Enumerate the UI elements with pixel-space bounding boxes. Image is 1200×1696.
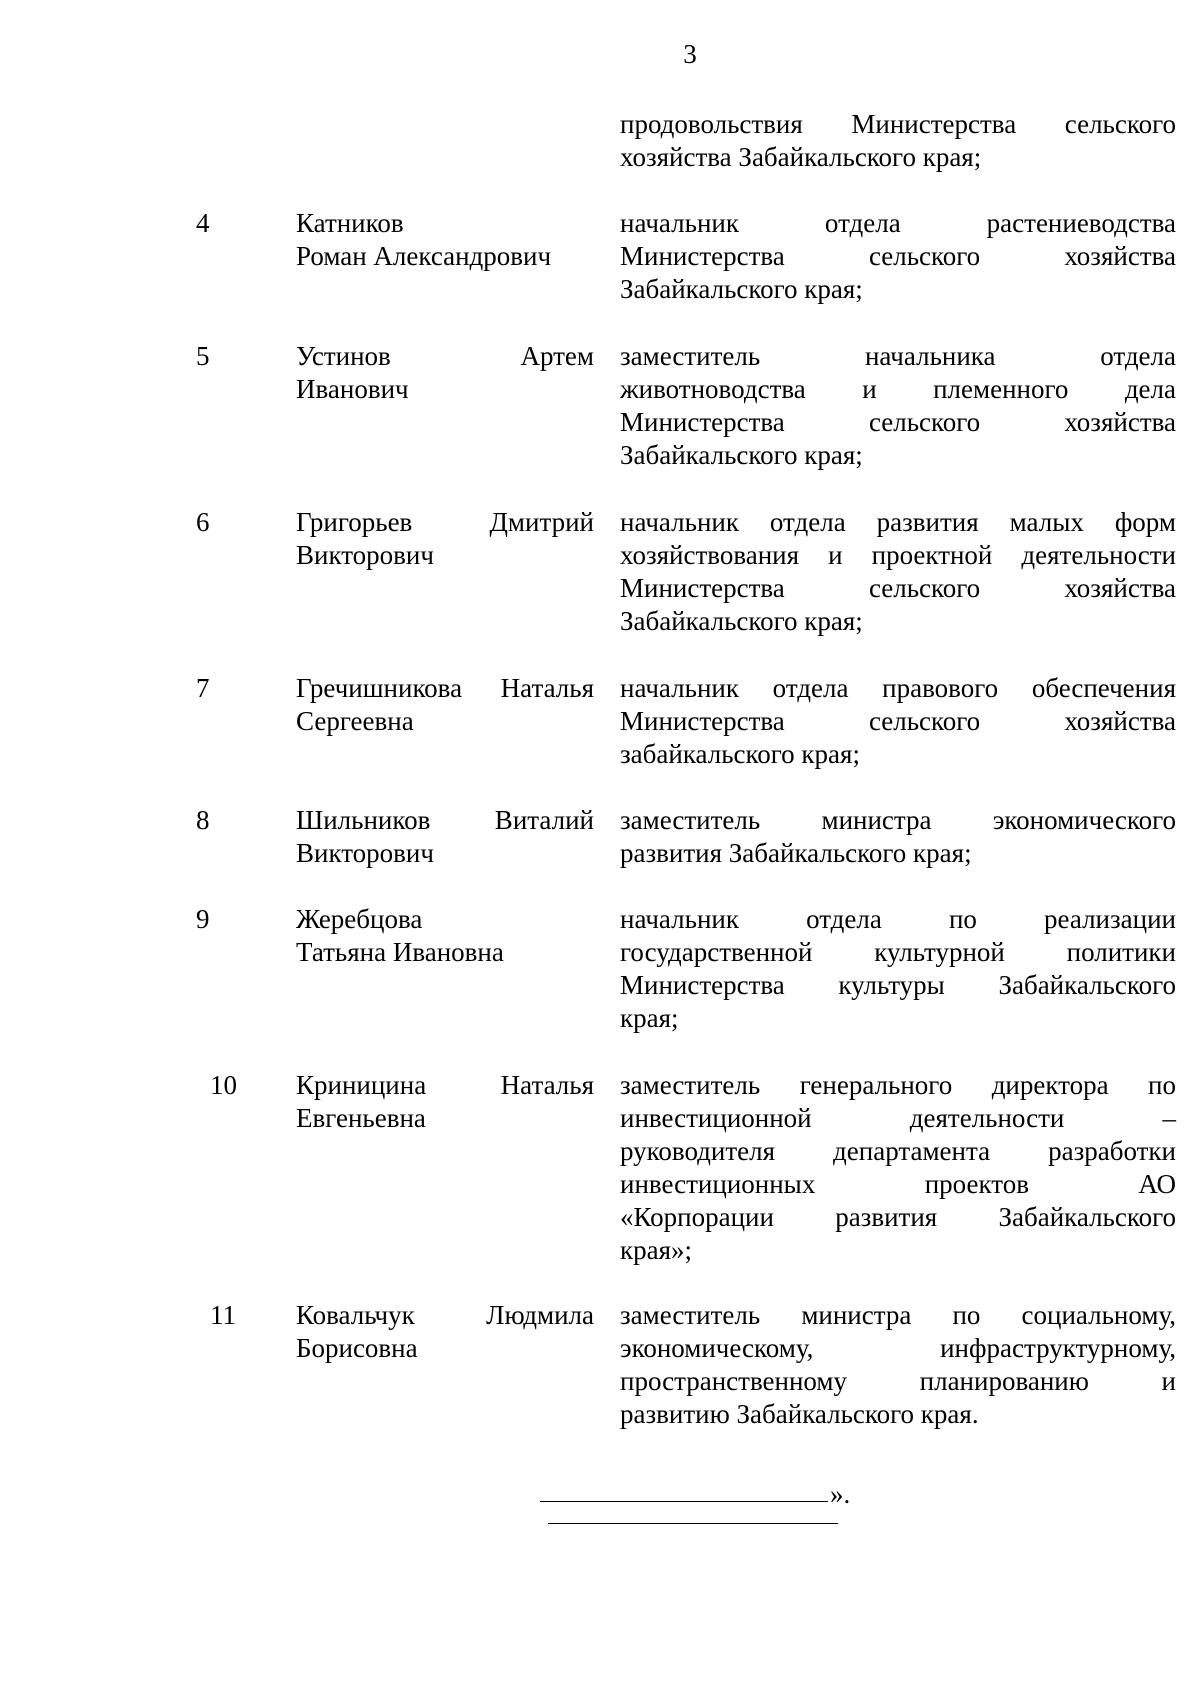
member-number: 7 <box>196 673 210 703</box>
position-line: развития Забайкальского края; <box>620 838 972 868</box>
name-line: Жеребцова <box>296 904 423 934</box>
position-line: края; <box>620 1003 679 1033</box>
position-line: забайкальского края; <box>620 739 860 769</box>
position-line: Забайкальского края; <box>620 606 863 636</box>
position-line: «Корпорации развития Забайкальского <box>620 1202 1176 1232</box>
member-position <box>620 1069 1176 1267</box>
member-number: 8 <box>196 805 210 835</box>
name-line: Криницина Наталья <box>296 1070 594 1100</box>
position-line: Министерства сельского хозяйства <box>620 407 1176 437</box>
name-line: Григорьев Дмитрий <box>296 507 594 537</box>
position-line: хозяйствования и проектной деятельности <box>620 540 1176 570</box>
member-name <box>296 506 594 572</box>
closing-line <box>540 1478 851 1509</box>
member-position <box>620 672 1176 771</box>
end-separator-line <box>548 1523 838 1524</box>
position-line: инвестиционных проектов АО <box>620 1169 1176 1199</box>
member-name <box>296 340 594 406</box>
name-line: Иванович <box>296 374 409 404</box>
position-line: начальник отдела развития малых форм <box>620 507 1176 537</box>
member-position <box>620 506 1176 638</box>
member-position <box>620 340 1176 472</box>
position-line: Министерства культуры Забайкальского <box>620 970 1176 1000</box>
position-line: заместитель министра экономического <box>620 805 1176 835</box>
continuation-line: продовольствия Министерства сельского <box>620 109 1176 139</box>
position-line: начальник отдела правового обеспечения <box>620 673 1176 703</box>
position-line: пространственному планированию и <box>620 1366 1176 1396</box>
position-line: заместитель генерального директора по <box>620 1070 1176 1100</box>
position-line: начальник отдела по реализации <box>620 904 1176 934</box>
position-line: заместитель министра по социальному, <box>620 1300 1176 1330</box>
member-position <box>620 804 1176 870</box>
member-number: 9 <box>196 904 210 934</box>
member-number: 6 <box>196 507 210 537</box>
position-line: государственной культурной политики <box>620 937 1176 967</box>
position-line: развитию Забайкальского края. <box>620 1399 979 1429</box>
member-name <box>296 1069 594 1135</box>
member-number: 11 <box>210 1300 236 1330</box>
position-line: Министерства сельского хозяйства <box>620 706 1176 736</box>
page-number: 3 <box>683 39 697 69</box>
member-number: 10 <box>210 1070 237 1100</box>
name-line: Викторович <box>296 540 434 570</box>
position-line: животноводства и племенного дела <box>620 374 1176 404</box>
member-name <box>296 207 594 273</box>
position-line: начальник отдела растениеводства <box>620 208 1176 238</box>
name-line: Роман Александрович <box>296 241 552 271</box>
name-line: Ковальчук Людмила <box>296 1300 594 1330</box>
position-line: экономическому, инфраструктурному, <box>620 1333 1176 1363</box>
name-line: Катников <box>296 208 404 238</box>
name-line: Татьяна Ивановна <box>296 937 504 967</box>
position-line: руководителя департамента разработки <box>620 1136 1176 1166</box>
member-position <box>620 1299 1176 1431</box>
continuation-line: хозяйства Забайкальского края; <box>620 142 982 172</box>
name-line: Сергеевна <box>296 706 414 736</box>
position-line: заместитель начальника отдела <box>620 341 1176 371</box>
member-position <box>620 207 1176 306</box>
member-number: 4 <box>196 208 210 238</box>
name-line: Устинов Артем <box>296 341 594 371</box>
position-line: Министерства сельского хозяйства <box>620 241 1176 271</box>
name-line: Борисовна <box>296 1333 418 1363</box>
position-line: края»; <box>620 1235 693 1265</box>
member-name <box>296 903 594 969</box>
member-name <box>296 1299 594 1365</box>
position-line: Забайкальского края; <box>620 274 863 304</box>
member-number: 5 <box>196 341 210 371</box>
name-line: Викторович <box>296 838 434 868</box>
position-line: Забайкальского края; <box>620 440 863 470</box>
closing-underline <box>540 1501 828 1502</box>
continuation-text <box>620 108 1176 174</box>
member-name <box>296 672 594 738</box>
name-line: Шильников Виталий <box>296 805 594 835</box>
name-line: Гречишникова Наталья <box>296 673 594 703</box>
position-line: инвестиционной деятельности – <box>620 1103 1176 1133</box>
member-position <box>620 903 1176 1035</box>
name-line: Евгеньевна <box>296 1103 426 1133</box>
member-name <box>296 804 594 870</box>
closing-quote-mark: ». <box>830 1479 851 1509</box>
position-line: Министерства сельского хозяйства <box>620 573 1176 603</box>
